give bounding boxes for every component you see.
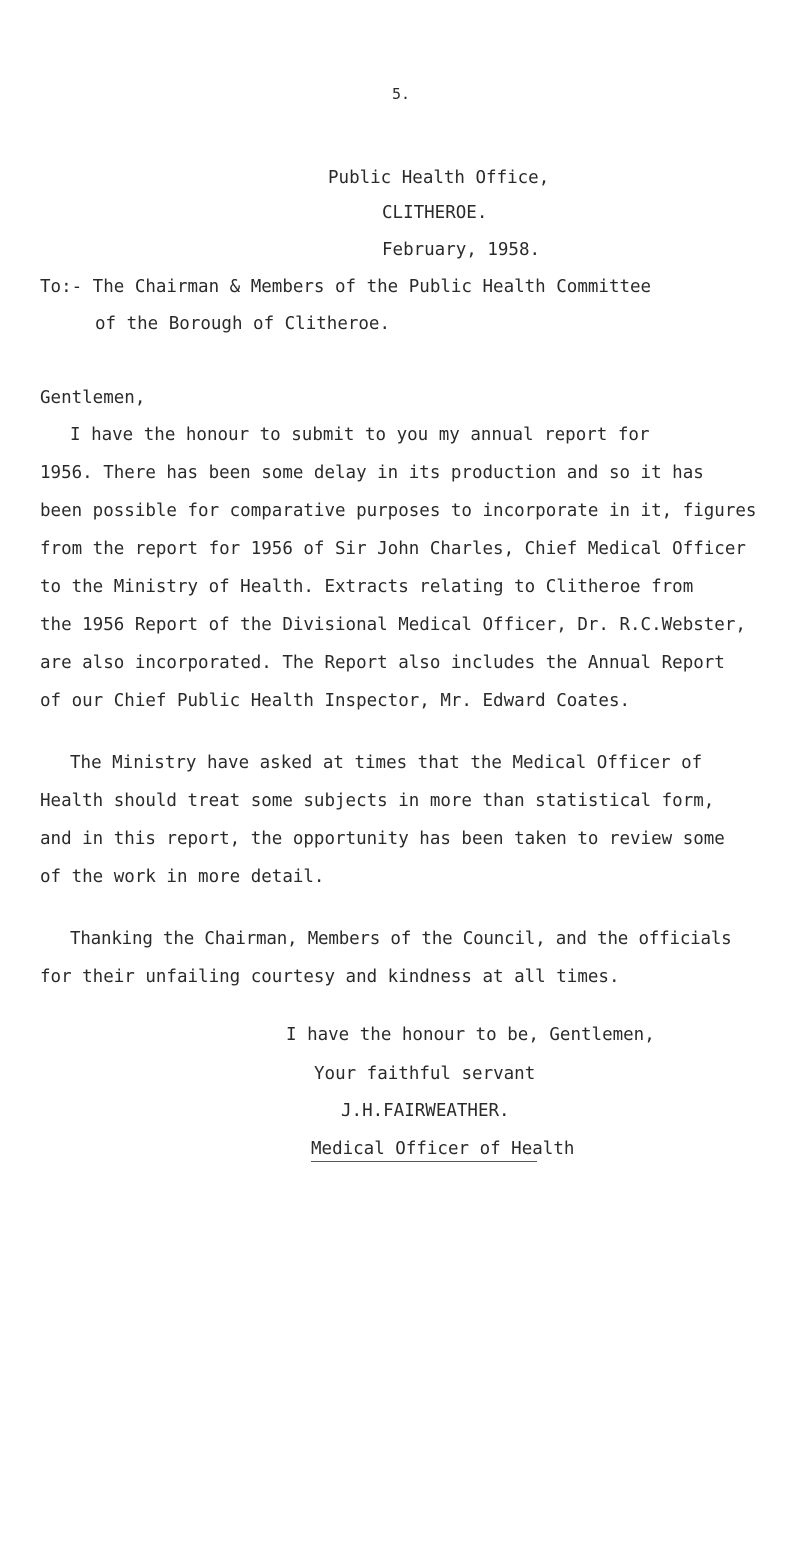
paragraph-2-line: The Ministry have asked at times that the Medical Officer of bbox=[70, 753, 703, 773]
paragraph-1-line: been possible for comparative purposes to incorporate in it, figures bbox=[40, 501, 757, 521]
paragraph-2-line: and in this report, the opportunity has been taken to review some bbox=[40, 829, 725, 849]
paragraph-2-line: Health should treat some subjects in more than statistical form, bbox=[40, 791, 715, 811]
paragraph-1-line: to the Ministry of Health. Extracts relating to Clitheroe from bbox=[40, 577, 694, 597]
paragraph-1-line: are also incorporated. The Report also includes the Annual Report bbox=[40, 653, 725, 673]
town-name: CLITHEROE. bbox=[382, 203, 488, 223]
paragraph-1-line: from the report for 1956 of Sir John Charles, Chief Medical Officer bbox=[40, 539, 746, 559]
paragraph-1-line: the 1956 Report of the Divisional Medical Officer, Dr. R.C.Webster, bbox=[40, 615, 746, 635]
paragraph-1-line: of our Chief Public Health Inspector, Mr. Edward Coates. bbox=[40, 691, 631, 711]
paragraph-3-line: for their unfailing courtesy and kindness at all times. bbox=[40, 967, 620, 987]
paragraph-3-line: Thanking the Chairman, Members of the Council, and the officials bbox=[70, 929, 732, 949]
paragraph-1-line: I have the honour to submit to you my annual report for bbox=[70, 425, 650, 445]
signature-name: J.H.FAIRWEATHER. bbox=[341, 1101, 510, 1121]
office-name: Public Health Office, bbox=[328, 168, 550, 188]
page-number: 5. bbox=[392, 85, 411, 103]
letter-date: February, 1958. bbox=[382, 240, 541, 260]
paragraph-1-line: 1956. There has been some delay in its production and so it has bbox=[40, 463, 704, 483]
addressee-line-2: of the Borough of Clitheroe. bbox=[95, 314, 391, 334]
role-underline bbox=[311, 1161, 537, 1162]
salutation: Gentlemen, bbox=[40, 388, 146, 408]
signatory-role: Medical Officer of Health bbox=[311, 1139, 575, 1159]
closing-line-2: Your faithful servant bbox=[314, 1064, 536, 1084]
closing-line-1: I have the honour to be, Gentlemen, bbox=[286, 1025, 655, 1045]
paragraph-2-line: of the work in more detail. bbox=[40, 867, 325, 887]
addressee-line-1: To:- The Chairman & Members of the Public Health Committee bbox=[40, 277, 652, 297]
